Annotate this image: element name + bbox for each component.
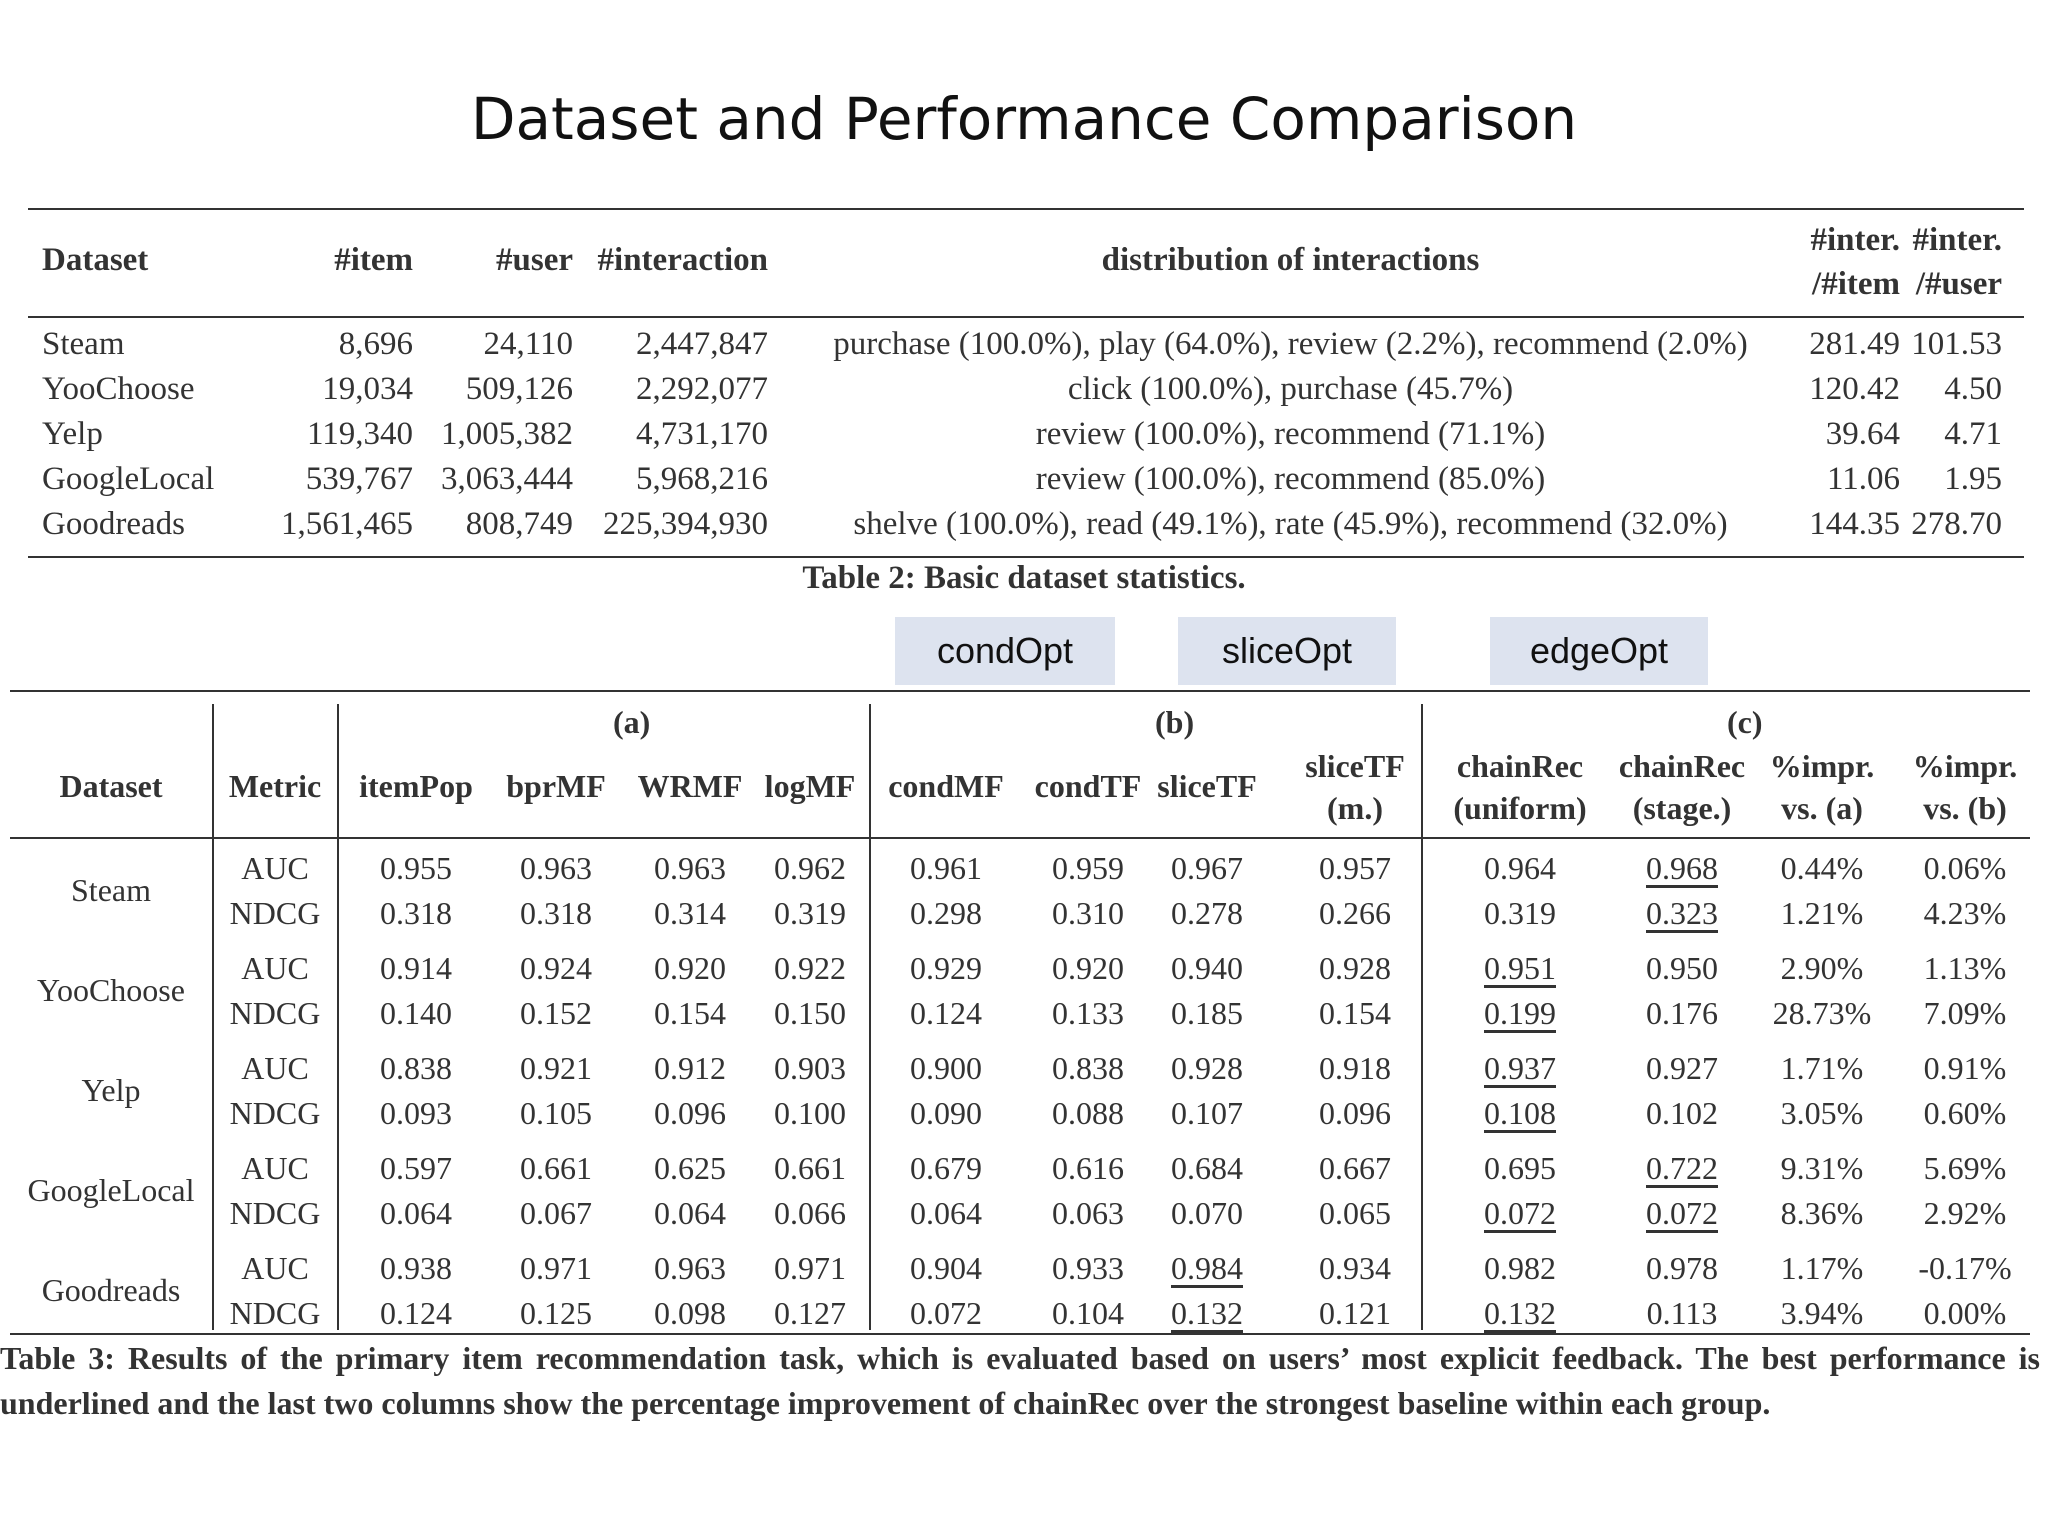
table3-value-cell: 0.661 — [520, 1150, 592, 1186]
table2-cell-user: 3,063,444 — [441, 461, 573, 497]
tag-sliceopt: sliceOpt — [1178, 617, 1396, 685]
header-condmf: condMF — [888, 768, 1004, 804]
table3-value-cell: 0.957 — [1319, 850, 1391, 886]
table3-value-cell: 0.070 — [1171, 1195, 1243, 1231]
table2-cell-inter_item: 144.35 — [1809, 506, 1900, 542]
table3-value-cell: 0.684 — [1171, 1150, 1243, 1186]
table3-value-cell: 0.950 — [1646, 950, 1718, 986]
table3-value-cell: 0.121 — [1319, 1295, 1391, 1331]
table3-value-cell: 0.096 — [654, 1095, 726, 1131]
table3-value-cell: 0.920 — [1052, 950, 1124, 986]
table3-value-cell: 0.922 — [774, 950, 846, 986]
table3-value-cell: 0.971 — [774, 1250, 846, 1286]
table3-value-cell: 0.093 — [380, 1095, 452, 1131]
table3-metric-label: NDCG — [229, 1195, 321, 1231]
table3-value-cell: 0.904 — [910, 1250, 982, 1286]
table3-value-cell: 3.94% — [1780, 1295, 1864, 1331]
table2-cell-item: 119,340 — [306, 416, 413, 452]
table3-dataset-label: Steam — [71, 872, 151, 908]
table3-value-cell: 0.125 — [520, 1295, 592, 1331]
table3-value-cell: 0.104 — [1052, 1295, 1124, 1331]
table2-cell-interaction: 4,731,170 — [636, 416, 768, 452]
header-slicetfm_2: (m.) — [1327, 790, 1383, 826]
table3-value-cell: 0.940 — [1171, 950, 1243, 986]
table2-cell-user: 24,110 — [483, 326, 573, 362]
table3-value-cell: 0.968 — [1646, 850, 1718, 886]
table2-cell-dataset: Steam — [42, 326, 125, 362]
table3-value-cell: 4.23% — [1923, 895, 2007, 931]
table3-value-cell: 0.679 — [910, 1150, 982, 1186]
header-dataset: Dataset — [42, 242, 149, 278]
header-condtf: condTF — [1034, 768, 1142, 804]
table2-cell-item: 8,696 — [338, 326, 413, 362]
table3-value-cell: 0.132 — [1171, 1295, 1243, 1331]
table2-cell-interaction: 2,292,077 — [636, 371, 768, 407]
table3-dataset-label: GoogleLocal — [27, 1172, 195, 1208]
header-inter-item: #inter. — [1810, 222, 1900, 258]
table2-cell-distribution: purchase (100.0%), play (64.0%), review (2.2%), recommend (2.0%) — [833, 326, 1748, 362]
table3-value-cell: 0.064 — [380, 1195, 452, 1231]
header-distribution: distribution of interactions — [1101, 242, 1480, 278]
table3-value-cell: 0.310 — [1052, 895, 1124, 931]
table3-metric-label: AUC — [241, 950, 309, 986]
header-imprb_1: %impr. — [1912, 748, 2018, 784]
table3-value-cell: 9.31% — [1780, 1150, 1864, 1186]
table3-metric-label: AUC — [241, 1150, 309, 1186]
table3-value-cell: 1.13% — [1923, 950, 2007, 986]
header-inter-user: #inter. — [1912, 222, 2002, 258]
table3-value-cell: 0.984 — [1171, 1250, 1243, 1286]
table2-cell-inter_item: 39.64 — [1825, 416, 1900, 452]
header-inter-user-sub: /#user — [1915, 266, 2002, 302]
header-user: #user — [496, 242, 573, 278]
table3-value-cell: 0.064 — [910, 1195, 982, 1231]
table3-value-cell: 0.152 — [520, 995, 592, 1031]
tag-edgeopt: edgeOpt — [1490, 617, 1708, 685]
table3-value-cell: 2.90% — [1780, 950, 1864, 986]
table3-value-cell: 0.963 — [654, 850, 726, 886]
table2-cell-interaction: 2,447,847 — [636, 326, 768, 362]
table2-cell-inter_item: 11.06 — [1826, 461, 1900, 497]
table3-value-cell: 0.072 — [910, 1295, 982, 1331]
table3-value-cell: 0.319 — [774, 895, 846, 931]
table2-cell-user: 808,749 — [465, 506, 573, 542]
table2-cell-inter_user: 278.70 — [1911, 506, 2002, 542]
table3-value-cell: 0.278 — [1171, 895, 1243, 931]
table2-cell-distribution: review (100.0%), recommend (85.0%) — [1035, 461, 1546, 497]
table3-value-cell: 0.124 — [380, 1295, 452, 1331]
table2-cell-inter_item: 120.42 — [1809, 371, 1900, 407]
table3-value-cell: 0.133 — [1052, 995, 1124, 1031]
table3-value-cell: 0.088 — [1052, 1095, 1124, 1131]
table3-value-cell: 0.971 — [520, 1250, 592, 1286]
table3-value-cell: 0.927 — [1646, 1050, 1718, 1086]
header-chainrecu_1: chainRec — [1456, 748, 1584, 784]
results-table: (a) (b) (c) Dataset Metric itemPop bprMF WRMF logMF condMF condTF sliceTF sliceTF (m.) chainRec (uniform) chainRec (stage.) %impr. vs. (a) %impr. vs. (b) Steam AUC 0.955 0.963 0.963 0.962 0.961 0.959 0.967 0.957 0.964 0.968 0.44% 0.06% NDCG 0.318 0.318 0.314 0.319 0.298 0.310 0.278 0.266 0.319 0.323 1.21% 4.23% YooChoose AUC 0.914 0.924 0.920 0.922 0.929 0.920 0.940 0.928 0.951 0.950 2.90% 1.13% NDCG 0.140 0.152 0.154 0.150 0.124 0.133 0.185 0.154 0.199 0.176 28.73% 7.09% Yelp AUC 0.838 0.921 0.912 0.903 0.900 0.838 0.928 0.918 0.937 0.927 1.71% 0.91% NDCG 0.093 0.105 0.096 0.100 0.090 0.088 0.107 0.096 0.108 0.102 3.05% 0.60% GoogleLocal AUC 0.597 0.661 0.625 0.661 0.679 0.616 0.684 0.667 0.695 0.722 9.31% 5.69% NDCG 0.064 0.067 0.064 0.066 0.064 0.063 0.070 0.065 0.072 0.072 8.36% 2.92% Goodreads AUC 0.938 0.971 0.963 0.971 0.904 0.933 0.984 0.934 0.982 0.978 1.17% -0.17% NDCG 0.124 0.125 0.098 0.127 0.072 0.104 0.132 0.121 0.132 0.113 3.94% 0.00% — [10, 690, 2030, 1330]
table3-metric-label: NDCG — [229, 1295, 321, 1331]
table3-dataset-label: Yelp — [81, 1072, 141, 1108]
table3-value-cell: 0.266 — [1319, 895, 1391, 931]
table3-value-cell: 0.955 — [380, 850, 452, 886]
header-item: #item — [334, 242, 413, 278]
header-bprmf: bprMF — [506, 768, 606, 804]
table3-value-cell: 0.44% — [1780, 850, 1864, 886]
table3-value-cell: 0.314 — [654, 895, 726, 931]
header-chainrecs_1: chainRec — [1618, 748, 1746, 784]
table2-cell-inter_user: 4.71 — [1944, 416, 2002, 452]
table3-value-cell: 0.06% — [1923, 850, 2007, 886]
table3-value-cell: 0.113 — [1646, 1295, 1718, 1331]
header-interaction: #interaction — [597, 242, 768, 278]
table3-value-cell: 0.938 — [380, 1250, 452, 1286]
table2-caption: Table 2: Basic dataset statistics. — [802, 560, 1246, 596]
table3-value-cell: 0.064 — [654, 1195, 726, 1231]
table2-cell-inter_user: 4.50 — [1944, 371, 2002, 407]
table3-value-cell: 0.838 — [380, 1050, 452, 1086]
table3-value-cell: 0.072 — [1484, 1195, 1556, 1231]
table2-cell-item: 19,034 — [322, 371, 413, 407]
table3-value-cell: 0.323 — [1646, 895, 1718, 931]
table3-value-cell: 0.140 — [380, 995, 452, 1031]
table3-metric-label: NDCG — [229, 995, 321, 1031]
table3-value-cell: 0.066 — [774, 1195, 846, 1231]
table3-value-cell: 0.929 — [910, 950, 982, 986]
table3-value-cell: 0.132 — [1484, 1295, 1556, 1331]
header-chainrecs_2: (stage.) — [1632, 790, 1732, 826]
table3-value-cell: 0.928 — [1319, 950, 1391, 986]
table3-value-cell: 0.962 — [774, 850, 846, 886]
table3-value-cell: 0.667 — [1319, 1150, 1391, 1186]
table3-value-cell: 0.107 — [1171, 1095, 1243, 1131]
header-dataset: Dataset — [59, 768, 163, 804]
table3-value-cell: 0.963 — [520, 850, 592, 886]
table3-value-cell: 2.92% — [1923, 1195, 2007, 1231]
table3-metric-label: NDCG — [229, 1095, 321, 1131]
table3-value-cell: 3.05% — [1780, 1095, 1864, 1131]
table3-value-cell: 7.09% — [1923, 995, 2007, 1031]
header-imprb_2: vs. (b) — [1923, 790, 2007, 826]
table3-value-cell: 0.065 — [1319, 1195, 1391, 1231]
header-inter-item-sub: /#item — [1812, 266, 1900, 302]
table3-value-cell: 0.928 — [1171, 1050, 1243, 1086]
table3-value-cell: 0.067 — [520, 1195, 592, 1231]
table3-value-cell: 0.918 — [1319, 1050, 1391, 1086]
table3-value-cell: 0.108 — [1484, 1095, 1556, 1131]
header-slicetf: sliceTF — [1157, 768, 1257, 804]
table3-value-cell: 0.318 — [380, 895, 452, 931]
table3-value-cell: 0.318 — [520, 895, 592, 931]
table2-cell-item: 539,767 — [305, 461, 413, 497]
table3-value-cell: 0.597 — [380, 1150, 452, 1186]
table3-value-cell: 0.695 — [1484, 1150, 1556, 1186]
table2-cell-interaction: 225,394,930 — [603, 506, 768, 542]
table3-value-cell: 0.090 — [910, 1095, 982, 1131]
table3-value-cell: 0.934 — [1319, 1250, 1391, 1286]
table3-value-cell: 0.912 — [654, 1050, 726, 1086]
table3-value-cell: 0.933 — [1052, 1250, 1124, 1286]
table3-caption: Table 3: Results of the primary item recommendation task, which is evaluated based on users’ most explicit feedback. The best performance is underlined and the last two columns show the percentage improvement of chainRec over the strongest baseline within each group. — [0, 1340, 2040, 1421]
table2-cell-inter_user: 1.95 — [1944, 461, 2002, 497]
table3-dataset-label: Goodreads — [41, 1272, 181, 1308]
table3-value-cell: 0.661 — [774, 1150, 846, 1186]
table3-value-cell: 0.60% — [1923, 1095, 2007, 1131]
table3-value-cell: 0.154 — [654, 995, 726, 1031]
table3-value-cell: 0.967 — [1171, 850, 1243, 886]
table3-value-cell: 0.199 — [1484, 995, 1556, 1031]
table3-value-cell: 0.961 — [910, 850, 982, 886]
table3-value-cell: 0.903 — [774, 1050, 846, 1086]
slide-title: Dataset and Performance Comparison — [470, 85, 1578, 153]
table3-value-cell: 0.616 — [1052, 1150, 1124, 1186]
table3-value-cell: 0.91% — [1923, 1050, 2007, 1086]
table2-cell-dataset: YooChoose — [42, 371, 195, 407]
header-chainrecu_2: (uniform) — [1453, 790, 1587, 826]
table2-cell-user: 1,005,382 — [441, 416, 573, 452]
table3-value-cell: 1.21% — [1780, 895, 1864, 931]
table3-value-cell: 0.298 — [910, 895, 982, 931]
table3-value-cell: 0.150 — [774, 995, 846, 1031]
table3-value-cell: 28.73% — [1772, 995, 1872, 1031]
table3-value-cell: 0.937 — [1484, 1050, 1556, 1086]
table3-value-cell: 1.71% — [1780, 1050, 1864, 1086]
header-impra_1: %impr. — [1769, 748, 1875, 784]
table3-value-cell: 0.00% — [1923, 1295, 2007, 1331]
table3-value-cell: 0.920 — [654, 950, 726, 986]
table3-metric-label: AUC — [241, 850, 309, 886]
table3-value-cell: 0.185 — [1171, 995, 1243, 1031]
table3-value-cell: 0.921 — [520, 1050, 592, 1086]
header-metric: Metric — [228, 768, 322, 804]
table3-value-cell: 1.17% — [1780, 1250, 1864, 1286]
tag-condopt: condOpt — [895, 617, 1115, 685]
table3-value-cell: 0.963 — [654, 1250, 726, 1286]
table2-cell-distribution: click (100.0%), purchase (45.7%) — [1067, 371, 1514, 407]
header-wrmf: WRMF — [637, 768, 743, 804]
table3-value-cell: 0.900 — [910, 1050, 982, 1086]
table3-value-cell: 0.964 — [1484, 850, 1556, 886]
table3-value-cell: 0.096 — [1319, 1095, 1391, 1131]
table2-cell-item: 1,561,465 — [281, 506, 413, 542]
table3-value-cell: 0.722 — [1646, 1150, 1718, 1186]
table3-value-cell: -0.17% — [1918, 1250, 2012, 1286]
table3-value-cell: 0.978 — [1646, 1250, 1718, 1286]
table3-metric-label: NDCG — [229, 895, 321, 931]
table3-value-cell: 0.959 — [1052, 850, 1124, 886]
header-itempop: itemPop — [359, 768, 473, 804]
table3-value-cell: 0.176 — [1646, 995, 1718, 1031]
table3-metric-label: AUC — [241, 1050, 309, 1086]
table3-value-cell: 0.914 — [380, 950, 452, 986]
table3-value-cell: 5.69% — [1923, 1150, 2007, 1186]
table3-value-cell: 0.098 — [654, 1295, 726, 1331]
table2-cell-inter_item: 281.49 — [1809, 326, 1900, 362]
table3-value-cell: 0.319 — [1484, 895, 1556, 931]
table3-value-cell: 0.982 — [1484, 1250, 1556, 1286]
table3-value-cell: 0.124 — [910, 995, 982, 1031]
table3-value-cell: 0.838 — [1052, 1050, 1124, 1086]
table3-value-cell: 0.072 — [1646, 1195, 1718, 1231]
table3-value-cell: 0.625 — [654, 1150, 726, 1186]
table2-cell-dataset: Goodreads — [42, 506, 185, 542]
table2-cell-inter_user: 101.53 — [1911, 326, 2002, 362]
table2-cell-dataset: GoogleLocal — [42, 461, 215, 497]
table3-value-cell: 0.951 — [1484, 950, 1556, 986]
table3-value-cell: 0.105 — [520, 1095, 592, 1131]
table3-value-cell: 8.36% — [1780, 1195, 1864, 1231]
table3-value-cell: 0.127 — [774, 1295, 846, 1331]
table3-dataset-label: YooChoose — [37, 972, 185, 1008]
table2-cell-dataset: Yelp — [42, 416, 103, 452]
table2-cell-user: 509,126 — [465, 371, 573, 407]
table3-value-cell: 0.063 — [1052, 1195, 1124, 1231]
table3-metric-label: AUC — [241, 1250, 309, 1286]
table2-cell-distribution: shelve (100.0%), read (49.1%), rate (45.9%), recommend (32.0%) — [853, 506, 1728, 542]
table3-value-cell: 0.102 — [1646, 1095, 1718, 1131]
table3-value-cell: 0.154 — [1319, 995, 1391, 1031]
header-logmf: logMF — [764, 768, 856, 804]
table2-cell-distribution: review (100.0%), recommend (71.1%) — [1035, 416, 1546, 452]
header-slicetfm_1: sliceTF — [1305, 748, 1405, 784]
table2-cell-interaction: 5,968,216 — [636, 461, 768, 497]
header-impra_2: vs. (a) — [1781, 790, 1863, 826]
table3-value-cell: 0.100 — [774, 1095, 846, 1131]
table3-value-cell: 0.924 — [520, 950, 592, 986]
